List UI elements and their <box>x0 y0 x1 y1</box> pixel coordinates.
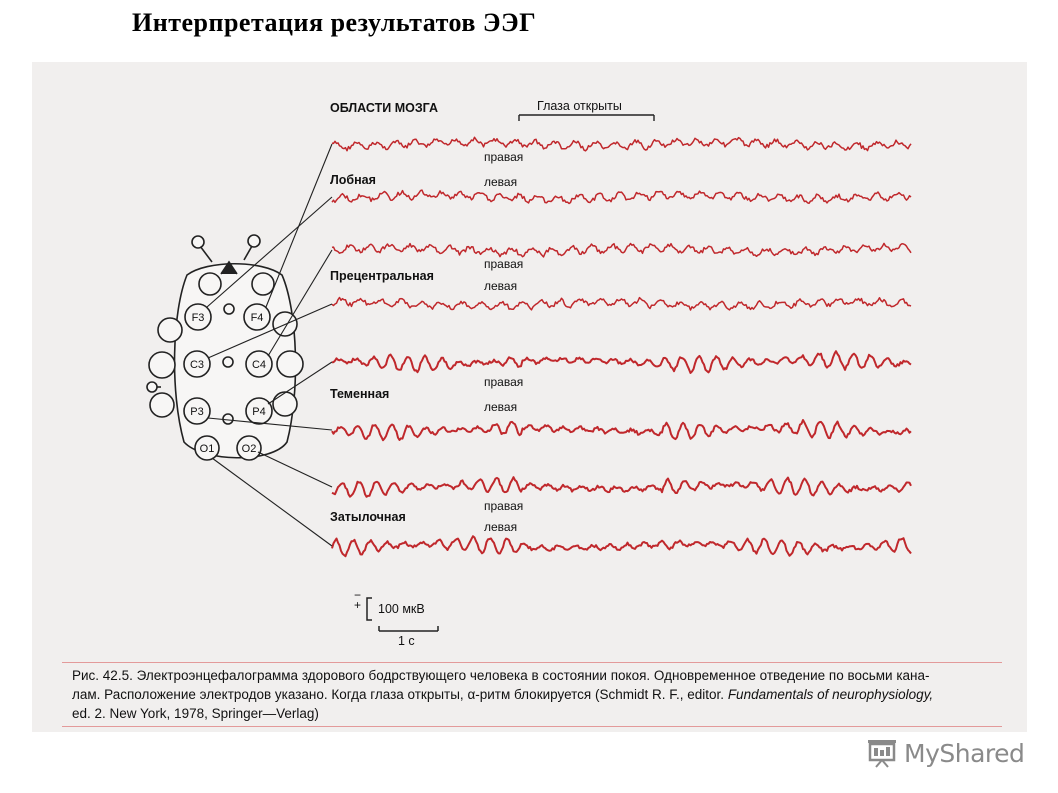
watermark <box>866 733 1024 773</box>
caption-line-2 <box>72 685 1002 704</box>
eeg-trace-precentral-left <box>332 298 911 311</box>
eeg-trace-occipital-left <box>332 536 911 556</box>
electrode-o1-label: O1 <box>199 443 215 455</box>
electrode-c4-label: C4 <box>251 359 267 371</box>
caption-line-2-a: лам. Расположение электродов указано. Когда глаза открыты, <box>72 687 464 702</box>
parietal-region-label: Теменная <box>330 387 390 401</box>
precentral-region-label: Прецентральная <box>330 269 434 283</box>
electrode-p3-label: P3 <box>190 406 204 418</box>
occipital-left-label: левая <box>484 520 518 534</box>
eyes-open-bracket <box>519 115 654 121</box>
caption-line-3: ed. 2. New York, 1978, Springer—Verlag) <box>72 706 319 721</box>
precentral-right-label: правая <box>484 257 524 271</box>
watermark-text: MyShared <box>904 738 1025 768</box>
eeg-figure <box>32 62 1027 732</box>
eeg-trace-frontal-right <box>332 137 911 151</box>
caption-book-title: Fundamentals of neurophysiology, <box>727 687 934 702</box>
slide-title: Интерпретация результатов ЭЭГ <box>132 8 537 37</box>
electrode-f3-label: F3 <box>191 312 205 324</box>
caption-alpha-symbol: α <box>467 687 476 702</box>
electrode-c3-label: C3 <box>189 359 205 371</box>
caption-rule-bottom <box>62 726 1002 727</box>
occipital-right-label: правая <box>484 499 524 513</box>
scale-minus-sign: − <box>354 588 362 602</box>
eeg-trace-parietal-right <box>332 351 911 373</box>
caption-rule-top <box>62 662 1002 663</box>
eeg-trace-parietal-left <box>332 420 911 440</box>
head-schematic <box>147 235 303 460</box>
eyes-open-label: Глаза открыты <box>537 99 622 113</box>
eeg-trace-frontal-left <box>332 190 911 203</box>
frontal-region-label: Лобная <box>330 173 376 187</box>
electrode-o2-label: O2 <box>241 443 257 455</box>
figure-caption <box>72 666 1002 723</box>
caption-line-1: Рис. 42.5. Электроэнцефалограмма здорового бодрствующего человека в состоянии покоя. Одновременное отведение по восьми кана- <box>72 668 930 683</box>
precentral-left-label: левая <box>484 279 518 293</box>
eeg-diagram <box>32 62 1027 732</box>
eeg-trace-precentral-right <box>332 243 911 257</box>
eeg-trace-occipital-right <box>332 477 911 497</box>
frontal-right-label: правая <box>484 150 524 164</box>
occipital-region-label: Затылочная <box>330 510 406 524</box>
eeg-traces <box>332 137 911 556</box>
frontal-left-label: левая <box>484 175 518 189</box>
scale-plus-sign: + <box>354 598 362 612</box>
time-scale-label: 1 с <box>398 634 415 648</box>
caption-line-2-b: -ритм блокируется (Schmidt R. F., editor. <box>475 687 725 702</box>
parietal-left-label: левая <box>484 400 518 414</box>
amplitude-scale-label: 100 мкВ <box>378 602 425 616</box>
parietal-right-label: правая <box>484 375 524 389</box>
electrode-p4-label: P4 <box>252 406 266 418</box>
projector-screen-icon <box>866 738 898 768</box>
regions-heading: ОБЛАСТИ МОЗГА <box>330 101 438 115</box>
electrode-f4-label: F4 <box>250 312 264 324</box>
